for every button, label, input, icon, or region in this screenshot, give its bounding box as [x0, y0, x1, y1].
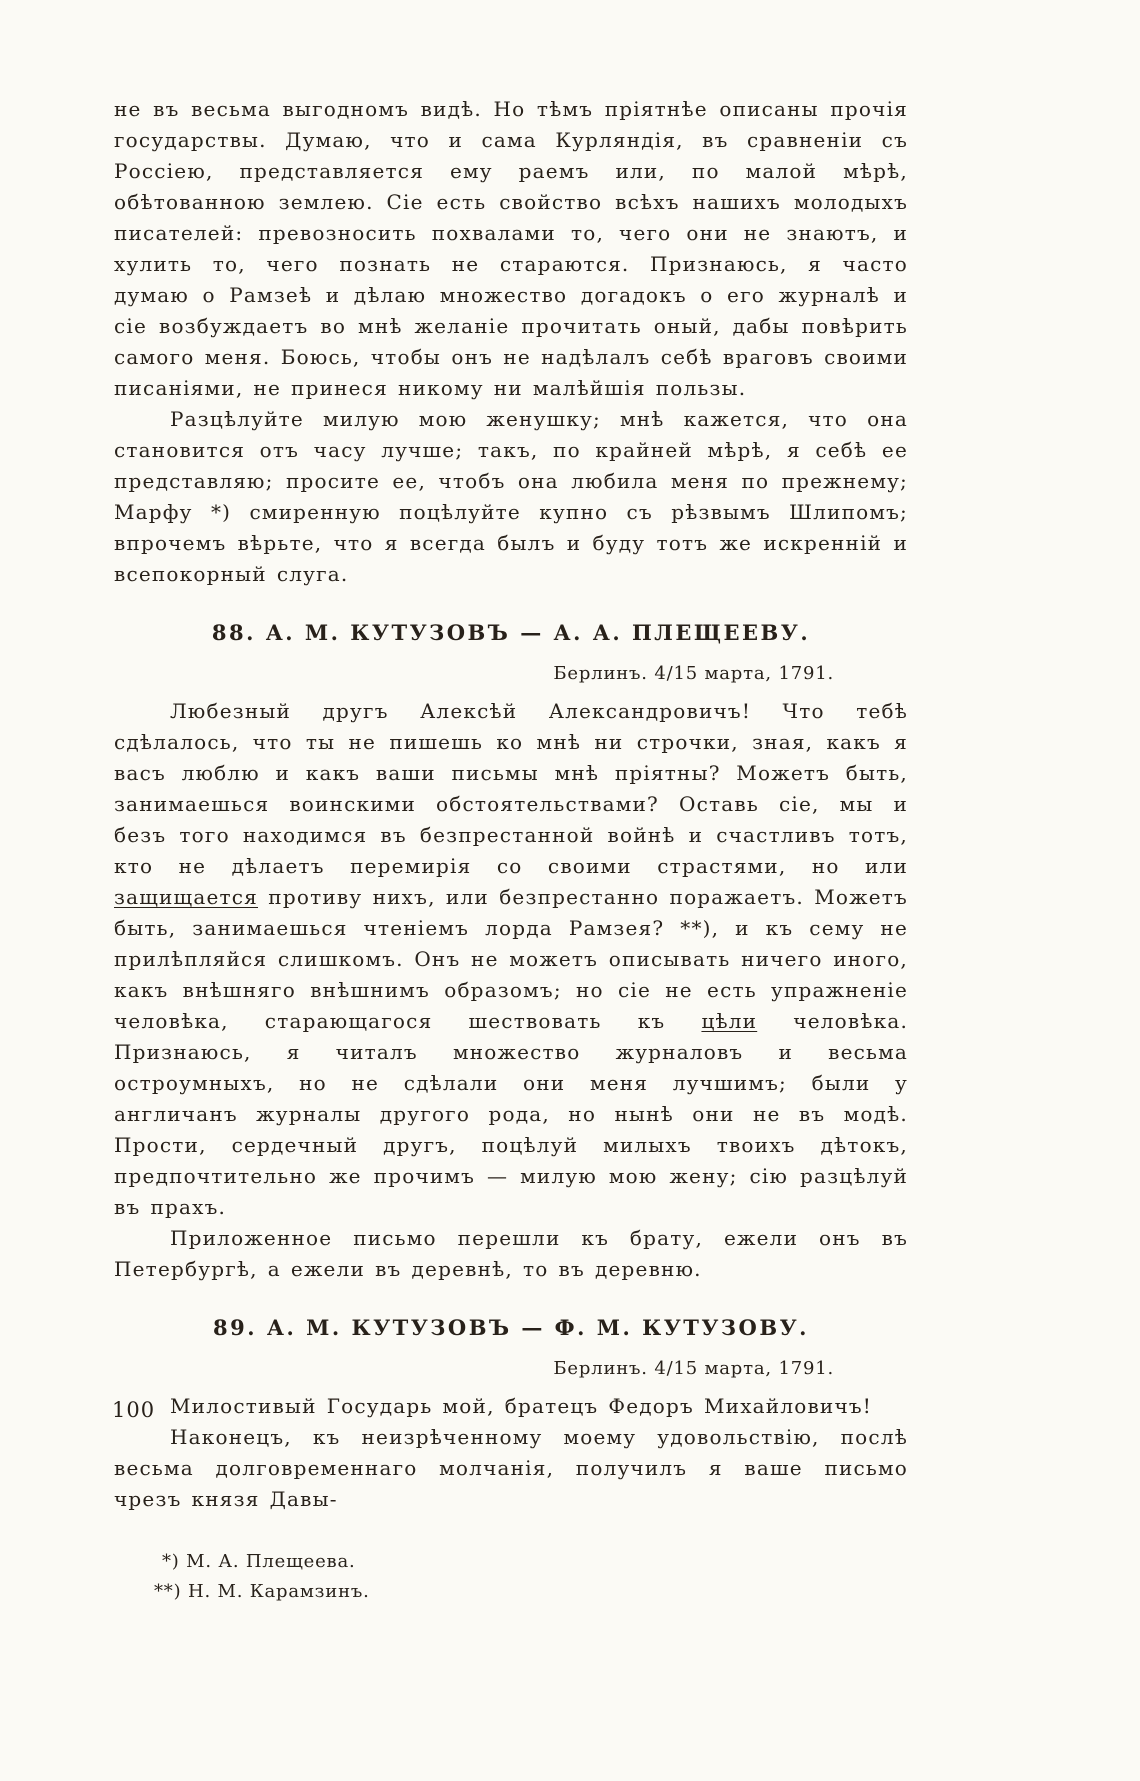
letter-paragraph: Любезный другъ Алексѣй Александровичъ! Что тебѣ сдѣлалось, что ты не пишешь ко мнѣ ни строчки, зная, какъ я васъ люблю и какъ ваши письмы мнѣ пріятны? Можетъ быть, занимаешься воинскими обстоятельствами? Оставь сіе, мы и безъ того находимся въ безпрестанной войнѣ и счастливъ тотъ, кто не дѣлаетъ перемирія со своими страстями, но или защищается противу нихъ, или безпрестанно поражаетъ. Можетъ быть, занимаешься чтеніемъ лорда Рамзея? **), и къ сему не прилѣпляйся слишкомъ. Онъ не можетъ описывать ничего иного, какъ внѣшняго внѣшнимъ образомъ; но сіе не есть упражненіе человѣка, старающагося шествовать къ цѣли человѣка. Признаюсь, я читалъ множество журналовъ и весьма остроумныхъ, но не сдѣлали они меня лучшимъ; были у англичанъ журналы другого рода, но нынѣ они не въ модѣ. Прости, сердечный другъ, поцѣлуй милыхъ твоихъ дѣтокъ, предпочтительно же прочимъ — милую мою жену; сію разцѣлуй въ прахъ. — [114, 699, 909, 1219]
letter-88-dateline: Берлинъ. 4/15 марта, 1791. — [553, 663, 834, 684]
letter-89-dateline: Берлинъ. 4/15 марта, 1791. — [553, 1358, 834, 1379]
continuation-paragraph: не въ весьма выгодномъ видѣ. Но тѣмъ пріятнѣе описаны прочія государствы. Думаю, что и сама Курляндія, въ сравненіи съ Россіею, представляется ему раемъ или, по малой мѣрѣ, обѣтованною землею. Сіе есть свойство всѣхъ нашихъ молодыхъ писателей: превозносить похвалами то, чего они не знаютъ, и хулить то, чего познать не стараются. Признаюсь, я часто думаю о Рамзеѣ и дѣлаю множество догадокъ о его журналѣ и сіе возбуждаетъ во мнѣ желаніе прочитать оный, дабы повѣрить самого меня. Боюсь, чтобы онъ не надѣлалъ себѣ враговъ своими писаніями, не принеся никому ни малѣйшія пользы. — [114, 97, 908, 400]
continuation-paragraph: Разцѣлуйте милую мою женушку; мнѣ кажется, что она становится отъ часу лучше; такъ, по крайней мѣрѣ, я себѣ ее представляю; просите ее, чтобъ она любила меня по прежнему; Марфу *) смиренную поцѣлуйте купно съ рѣзвымъ Шлипомъ; впрочемъ вѣрьте, что я всегда былъ и буду тотъ же искренній и всепокорный слуга. — [114, 407, 908, 586]
letter-88-heading: 88. А. М. КУТУЗОВЪ — А. А. ПЛЕЩЕЕВУ. — [211, 620, 811, 645]
footnote-2: **) Н. М. Карамзинъ. — [154, 1581, 370, 1602]
letter-paragraph: Приложенное письмо перешли къ брату, ежели онъ въ Петербургѣ, а ежели въ деревнѣ, то въ деревню. — [114, 1226, 908, 1281]
letter-89-heading: 89. А. М. КУТУЗОВЪ — Ф. М. КУТУЗОВУ. — [213, 1315, 809, 1340]
text-block — [114, 94, 908, 1607]
footnotes — [114, 1547, 908, 1607]
letter-89 — [114, 1313, 908, 1515]
letter-paragraph: Наконецъ, къ неизрѣченному моему удовольствію, послѣ весьма долговременнаго молчанія, получилъ я ваше письмо чрезъ князя Давы- — [114, 1425, 908, 1511]
letter-paragraph: Милостивый Государь мой, братецъ Федоръ Михайловичъ! — [170, 1394, 873, 1418]
page-number: 100 — [112, 1398, 156, 1422]
letter-88 — [114, 618, 908, 1285]
footnote-1: *) М. А. Плещеева. — [162, 1551, 356, 1572]
